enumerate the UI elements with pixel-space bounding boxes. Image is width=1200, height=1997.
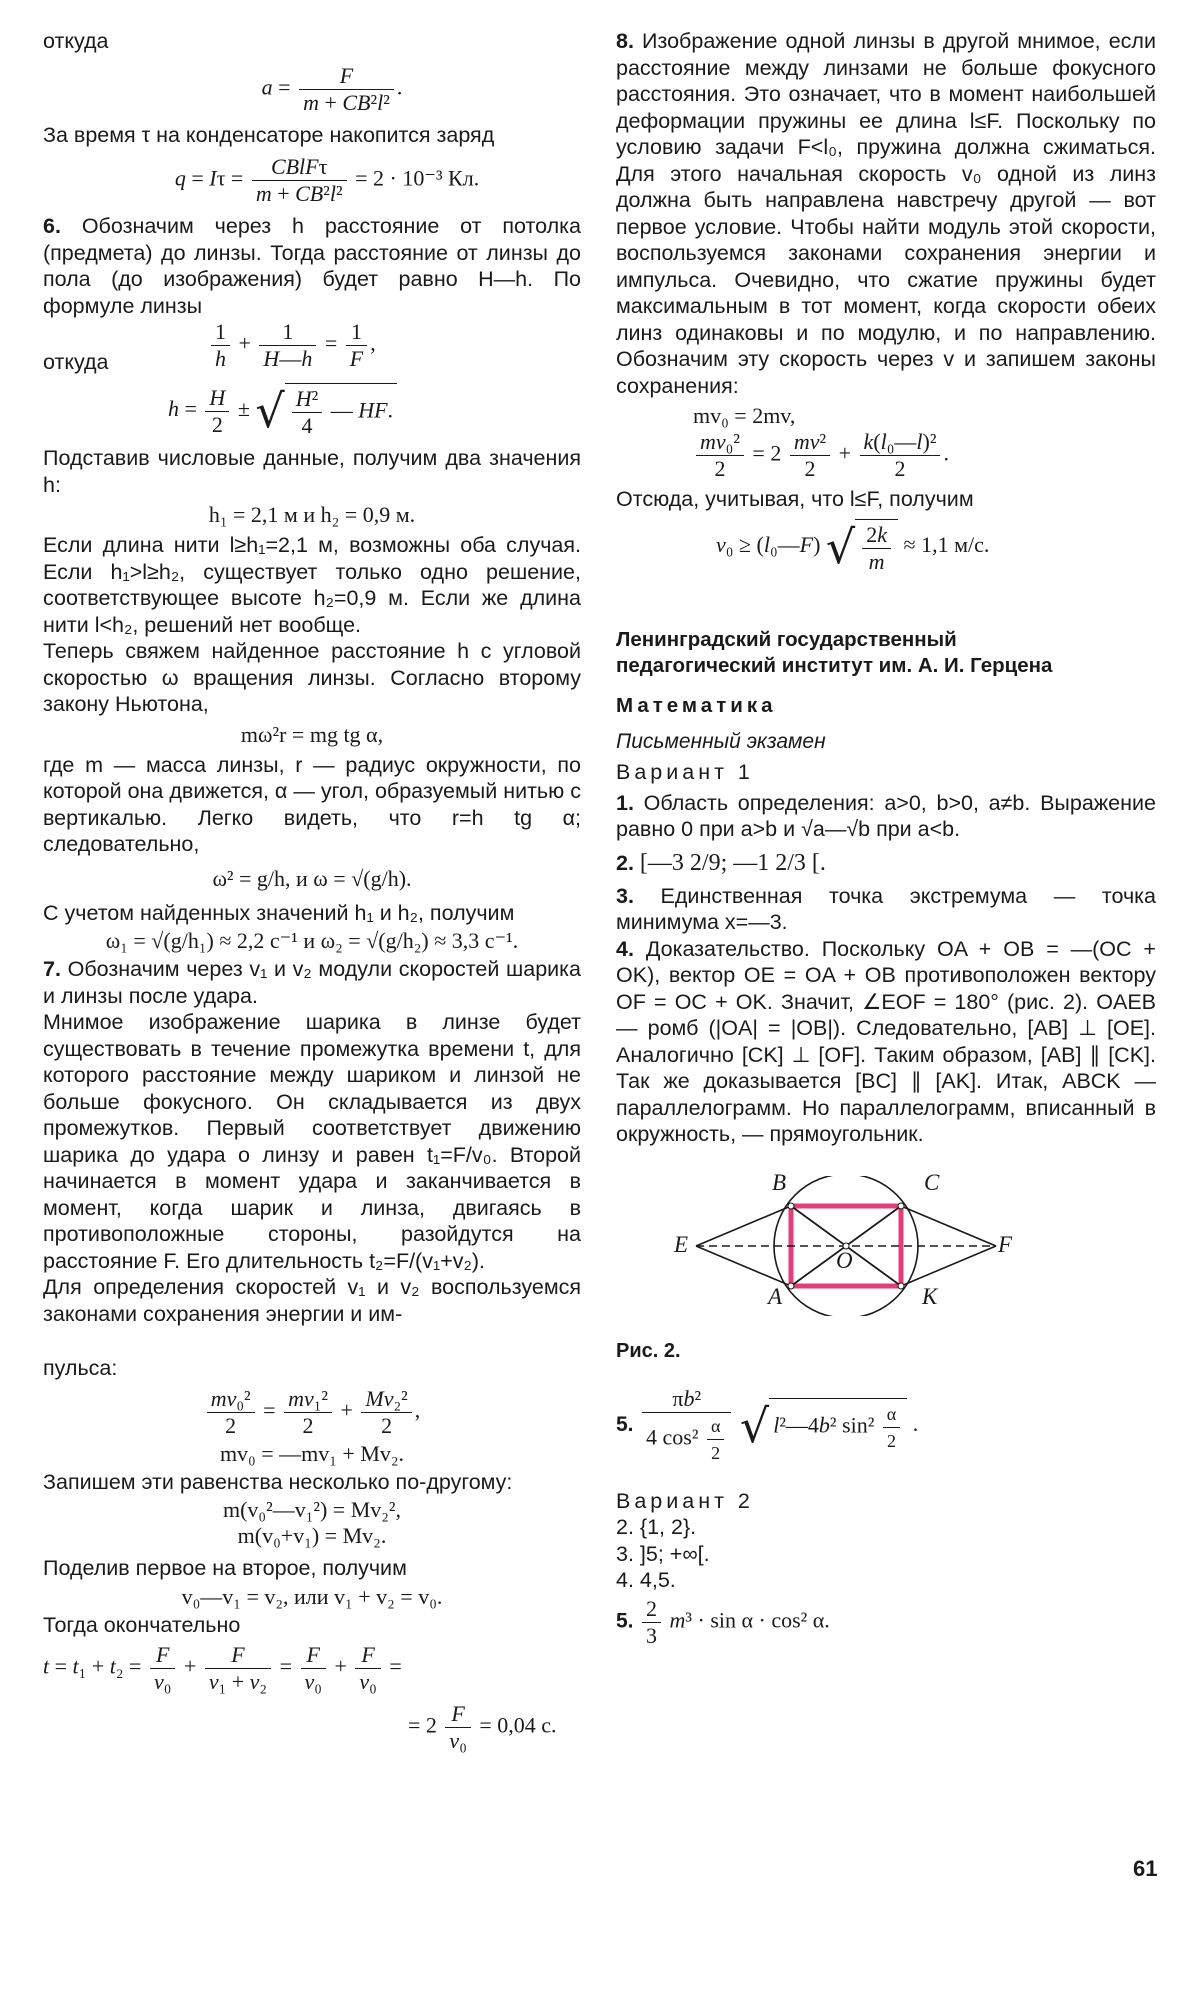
left-column — [43, 28, 581, 1760]
text-otkuda: откуда — [43, 29, 109, 53]
institute-line-1: Ленинградский государственный — [616, 627, 957, 651]
variant-1-title: Вариант 1 — [616, 760, 754, 784]
problem-6-number: 6. — [43, 214, 61, 238]
label-c: C — [924, 1169, 940, 1195]
text-p8-result-intro: Отсюда, учитывая, что l≤F, получим — [616, 487, 974, 511]
formula-p8-result: v₀ ≥ (l₀—F) √ $\frac{2k}{m}$ ≈ 1,1 м/с. — [716, 519, 990, 574]
v1-item-5: 5. πb² 4 cos² $\frac{\alpha}{2}$ √ l²—4b² sin² $\frac{\alpha}{2}$ . — [616, 1385, 919, 1463]
formula-p8-energy: $\frac{\text{mv₀²}}{2}$ = 2 $\frac{\text{mv²}}{2}$ + $\frac{\text{k(l₀—l)²}}{2}$ . — [693, 429, 1156, 482]
problem-6-text: 6. Обозначим через h расстояние от потолка (предмета) до линзы. Тогда расстояние от линзы до пола (до изображения) будет равно H—h. По формуле линзы — [43, 214, 581, 318]
text-image-duration: Мнимое изображение шарика в линзе будет существовать в течение промежутка времени t, для которого расстояние между шариком и линзой не больше фокусного. Он складывается из двух промежутков. Первый соответствует движению шарика до удара о линзу и равен t₁=F/v₀. Второй начинается в момент удара и заканчивается в момент, когда шарик и линза, двигаясь в противоположные стороны, разойдутся на расстояние F. Его длительность t₂=F/(v₁+v₂). — [43, 1010, 581, 1273]
v2-item-4: 4. 4,5. — [616, 1568, 676, 1592]
formula-omega: ω² = g/h, и ω = √(g/h). — [212, 865, 412, 891]
v1-item-4: 4. Доказательство. Поскольку OA + OB = —(OC + OK), вектор OE = OA + OB противоположен вектору OF = OC + OK. Значит, ∠EOF = 180° (рис. 2). OAEB — ромб (|OA| = |OB|). Следовательно, [AB] ⊥ [OE]. Аналогично [CK] ⊥ [OF]. Таким образом, [AB] ∥ [CK]. Так же доказывается [BC] ∥ [AK]. Итак, ABCK — параллелограмм. Но параллелограмм, вписанный в окружность, — прямоугольник. — [616, 936, 1156, 1146]
text-rewrite: Запишем эти равенства несколько по-другому: — [43, 1469, 513, 1494]
formula-p8-momentum: mv₀ = 2mv, — [693, 403, 796, 428]
problem-8-text: 8. Изображение одной линзы в другой мнимое, если расстояние между линзами не больше фокусного расстояния. Это означает, что в момент наибольшей деформации пружины ее длина l≤F. Поскольку по условию задачи F<l₀, пружина должна сжиматься. Для этого начальная скорость v₀ одной из линз должна быть направлена навстречу другой — вот первое условие. Чтобы найти модуль этой скорости, воспользуемся законами сохранения энергии и импульса. Очевидно, что сжатие пружины будет максимальным в тот момент, когда скорости обеих линз одинаковы и по модулю, и по направлению. Обозначим эту скорость через v и запишем законы сохранения: — [616, 29, 1156, 398]
label-k: K — [922, 1283, 938, 1309]
formula-divide: v₀—v₁ = v₂, или v₁ + v₂ = v₀. — [181, 1583, 443, 1609]
text-conservation-intro: Для определения скоростей v₁ и v₂ воспользуемся законами сохранения энергии и им- — [43, 1275, 581, 1326]
text-divide: Поделив первое на второе, получим — [43, 1556, 407, 1580]
point-k — [898, 1283, 904, 1289]
institute-heading — [616, 627, 1156, 679]
text-impulse: пульса: — [43, 1356, 118, 1380]
formula-a: a = $\frac{F}{\text{m + CB²l²}}$ . — [261, 62, 403, 115]
problem-8-number: 8. — [616, 29, 634, 53]
formula-energy: $\frac{\text{mv₀²}}{2}$ = $\frac{\text{mv₁²}}{2}$ + $\frac{\text{Mv₂²}}{2}$ , — [43, 1386, 581, 1439]
formula-t-result: = 2 $\frac{F}{\text{v₀}}$ = 0,04 с. — [408, 1701, 557, 1753]
subject-title: Математика — [616, 693, 777, 717]
formula-momentum-2: m(v₀+v₁) = Mv₂. — [237, 1523, 387, 1548]
v1-item-1: 1. Область определения: a>0, b>0, a≠b. Выражение равно 0 при a>b и √a—√b при a<b. — [616, 790, 1156, 841]
figure-caption: Рис. 2. — [616, 1339, 681, 1362]
v2-item-2: 2. {1, 2}. — [616, 1515, 697, 1539]
exam-title: Письменный экзамен — [616, 729, 826, 753]
formula-newton: mω²r = mg tg α, — [240, 721, 384, 747]
page-number: 61 — [1133, 1856, 1158, 1881]
label-o: O — [836, 1247, 853, 1273]
formula-momentum: mv₀ = —mv₁ + Mv₂. — [219, 1440, 405, 1466]
point-c — [898, 1203, 904, 1209]
v2-item-3: 3. ]5; +∞[. — [616, 1541, 710, 1566]
formula-q: q = Iτ = CBlFτ m + CB²l² = 2 · 10⁻³ Кл. — [174, 154, 480, 206]
formula-t: t = t₁ + t₂ = $\frac{F}{\text{v₀}}$ + $\frac{F}{\text{v₁ + v₂}}$ = $\frac{F}{\text{v₀}}$ + $\frac{F}{\text{v₀}}$ = — [43, 1642, 402, 1694]
v1-item-3: 3. Единственная точка экстремума — точка минимума x=—3. — [616, 883, 1156, 934]
text-finally: Тогда окончательно — [43, 1612, 241, 1637]
institute-line-2: педагогический институт им. А. И. Герцена — [616, 653, 1053, 677]
text-cases: Если длина нити l≥h₁=2,1 м, возможны оба случая. Если h₁>l≥h₂, существует только одно решение, соответствующее высоте h₂=0,9 м. Если же длина нити l<h₂, решений нет вообще. — [43, 533, 581, 637]
formula-lens-row — [43, 319, 581, 383]
right-column — [616, 28, 1156, 1655]
text-omega-values: С учетом найденных значений h₁ и h₂, получим — [43, 900, 515, 925]
label-e: E — [674, 1231, 689, 1257]
problem-7-number: 7. — [43, 957, 61, 981]
v1-item-2: 2. [—3 2/9; —1 2/3 [. — [616, 849, 826, 876]
v2-item-5: 5. $\frac{2}{3}$ m³ · sin α · cos² α. — [616, 1595, 830, 1648]
point-b — [788, 1203, 794, 1209]
text-two-values: Подставив числовые данные, получим два значения h: — [43, 446, 581, 497]
point-a — [788, 1283, 794, 1289]
text-otkuda-2: откуда — [43, 350, 109, 374]
problem-7-text: 7. Обозначим через v₁ и v₂ модули скоростей шарика и линзы после удара. — [43, 957, 581, 1008]
label-a: A — [768, 1283, 783, 1309]
figure-2-diagram — [676, 1176, 1016, 1316]
text-charge: За время τ на конденсаторе накопится заряд — [43, 122, 495, 147]
formula-energy-2: m(v₀²—v₁²) = Mv₂², — [222, 1497, 402, 1522]
label-f: F — [998, 1231, 1013, 1257]
formula-lens: $\frac{1}{h}$ + $\frac{1}{H—h}$ = $\frac{1}{F}$ , — [208, 319, 376, 372]
label-b: B — [772, 1169, 787, 1195]
formula-h12: h₁ = 2,1 м и h₂ = 0,9 м. — [208, 502, 416, 527]
text-where-m: где m — масса линзы, r — радиус окружности, по которой она движется, α — угол, образуемый нитью с вертикалью. Легко видеть, что r=h tg α; следовательно, — [43, 752, 581, 856]
text-newton-intro: Теперь свяжем найденное расстояние h с угловой скоростью ω вращения линзы. Согласно второму закону Ньютона, — [43, 639, 581, 716]
variant-2-title: Вариант 2 — [616, 1488, 754, 1513]
formula-h: h = $\frac{H}{2}$ ± √ $\frac{\text{H²}}{4}$ — HF. — [168, 383, 581, 439]
figure-2 — [616, 1169, 1156, 1316]
formula-omega12: ω₁ = √(g/h₁) ≈ 2,2 с⁻¹ и ω₂ = √(g/h₂) ≈ 3,3 с⁻¹. — [105, 928, 519, 953]
